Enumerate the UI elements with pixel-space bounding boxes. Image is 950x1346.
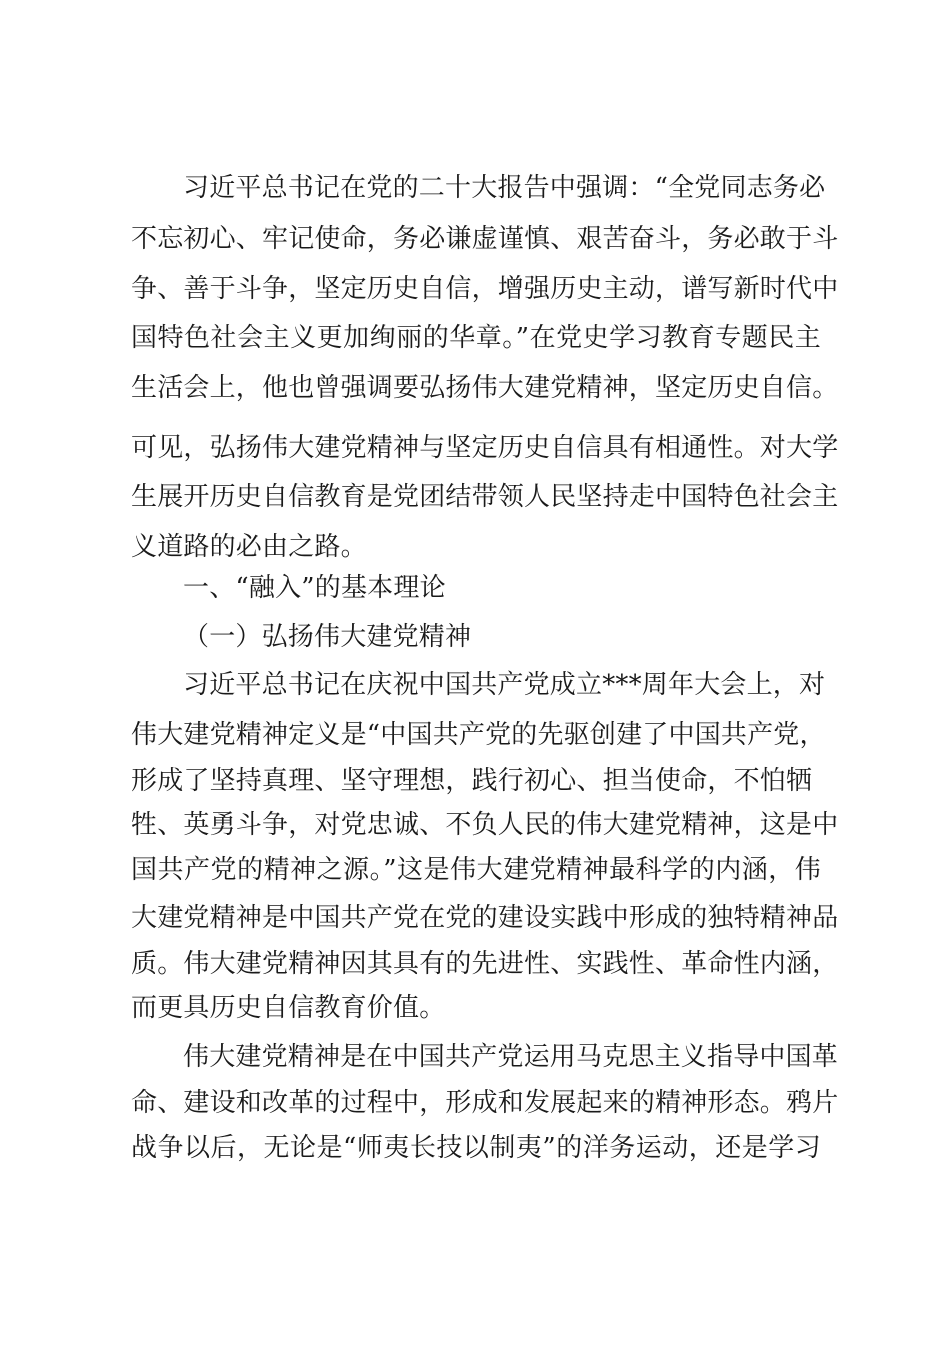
paragraph-2-line-6: 大建党精神是中国共产党在党的建设实践中形成的独特精神品 <box>131 903 839 933</box>
paragraph-2-line-4: 牲、英勇斗争，对党忠诚、不负人民的伟大建党精神，这是中 <box>131 810 839 840</box>
paragraph-1-line-2: 不忘初心、牢记使命，务必谦虚谨慎、艰苦奋斗，务必敢于斗 <box>131 224 839 254</box>
paragraph-1-line-7: 生展开历史自信教育是党团结带领人民坚持走中国特色社会主 <box>131 482 839 512</box>
paragraph-2-line-3: 形成了坚持真理、坚守理想，践行初心、担当使命，不怕牺 <box>131 766 813 796</box>
paragraph-2-line-2: 伟大建党精神定义是“中国共产党的先驱创建了中国共产党， <box>131 720 826 750</box>
paragraph-3-line-1: 伟大建党精神是在中国共产党运用马克思主义指导中国革 <box>183 1042 839 1072</box>
paragraph-2-line-1: 习近平总书记在庆祝中国共产党成立***周年大会上，对 <box>183 670 826 700</box>
paragraph-2-line-5: 国共产党的精神之源。”这是伟大建党精神最科学的内涵，伟 <box>131 855 821 885</box>
paragraph-3-line-2: 命、建设和改革的过程中，形成和发展起来的精神形态。鸦片 <box>131 1088 839 1118</box>
paragraph-1-line-8: 义道路的必由之路。 <box>131 532 367 562</box>
paragraph-3-line-3: 战争以后，无论是“师夷长技以制夷”的洋务运动，还是学习 <box>131 1133 821 1163</box>
paragraph-2-line-7: 质。伟大建党精神因其具有的先进性、实践性、革命性内涵， <box>131 949 839 979</box>
section-heading-1: 一、“融入”的基本理论 <box>183 573 446 603</box>
paragraph-1-line-4: 国特色社会主义更加绚丽的华章。”在党史学习教育专题民主 <box>131 323 821 353</box>
paragraph-2-line-8: 而更具历史自信教育价值。 <box>131 993 446 1023</box>
section-heading-2: （一）弘扬伟大建党精神 <box>183 622 472 652</box>
paragraph-1-line-6: 可见，弘扬伟大建党精神与坚定历史自信具有相通性。对大学 <box>131 433 839 463</box>
paragraph-1-line-5: 生活会上，他也曾强调要弘扬伟大建党精神，坚定历史自信。 <box>131 373 839 403</box>
paragraph-1-line-1: 习近平总书记在党的二十大报告中强调：“全党同志务必 <box>183 173 826 203</box>
paragraph-1-line-3: 争、善于斗争，坚定历史自信，增强历史主动，谱写新时代中 <box>131 274 839 304</box>
